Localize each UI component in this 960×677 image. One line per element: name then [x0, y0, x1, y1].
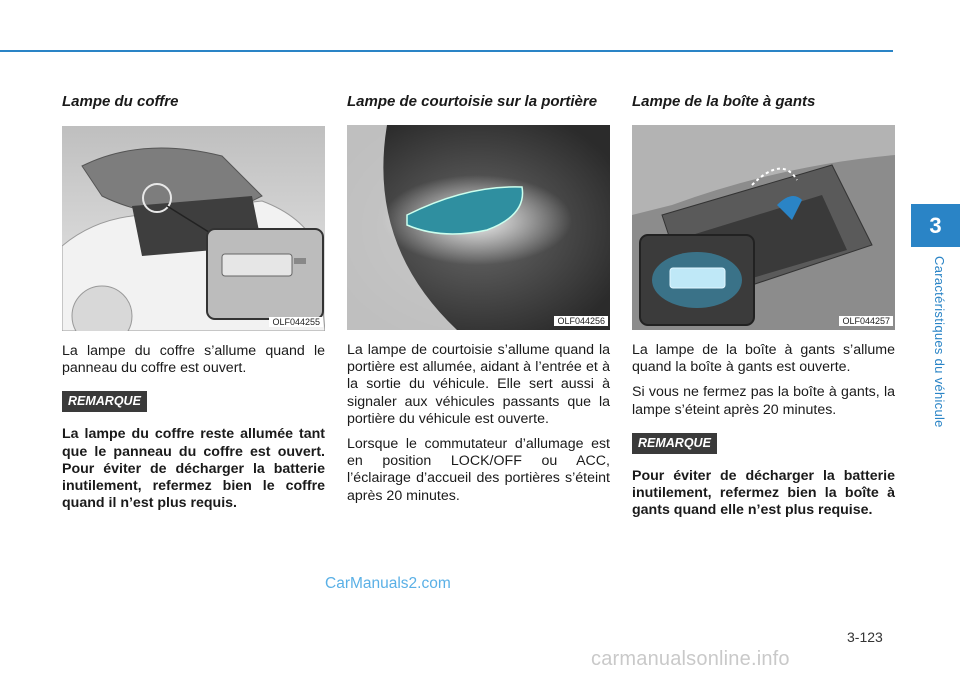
- note-badge: REMARQUE: [62, 391, 147, 412]
- paragraph: La lampe de courtoisie s’allume quand la portière est allumée, aidant à l’entrée et à la sortie du véhicule. Elle sert aussi à signaler aux véhicules passants que la portière du véhicule est ouverte.: [347, 342, 610, 427]
- section-heading: Lampe de courtoisie sur la portière: [347, 93, 598, 110]
- watermark-carmanualsonline[interactable]: carmanualsonline.info: [591, 648, 790, 670]
- paragraph: Lorsque le commutateur d’allumage est en position LOCK/OFF ou ACC, l’éclairage d’accueil des portières s’éteint après 20 minutes.: [347, 436, 610, 504]
- watermark-carmanuals2[interactable]: CarManuals2.com: [325, 575, 451, 592]
- section-heading: Lampe de la boîte à gants: [632, 93, 816, 110]
- paragraph: La lampe de la boîte à gants s’allume quand la boîte à gants est ouverte.: [632, 342, 895, 376]
- paragraph: Si vous ne fermez pas la boîte à gants, la lampe s’éteint après 20 minutes.: [632, 384, 895, 418]
- figure-code: OLF044256: [347, 316, 610, 328]
- figure-code: OLF044255: [62, 317, 325, 329]
- note-badge: REMARQUE: [632, 433, 717, 454]
- trunk-lamp-illustration: [62, 126, 325, 331]
- section-trunk-lamp: [62, 93, 325, 512]
- section-door-courtesy-lamp: [347, 93, 610, 505]
- page-number: 3-123: [847, 629, 883, 645]
- header-rule: [0, 50, 893, 52]
- chapter-title: Caractéristiques du véhicule: [932, 256, 947, 428]
- note-text: Pour éviter de décharger la batterie inutilement, refermez bien la boîte à gants quand elle n’est plus requise.: [632, 467, 895, 519]
- note-text: La lampe du coffre reste allumée tant que le panneau du coffre est ouvert. Pour éviter de décharger la batterie inutilement, refermez bien le coffre quand il n’est plus requis.: [62, 426, 325, 512]
- section-glovebox-lamp: [632, 93, 895, 519]
- section-heading: Lampe du coffre: [62, 93, 179, 110]
- chapter-number-tab: 3: [911, 204, 960, 247]
- paragraph: La lampe du coffre s’allume quand le panneau du coffre est ouvert.: [62, 343, 325, 377]
- figure-code: OLF044257: [632, 316, 895, 328]
- glovebox-lamp-illustration: [632, 125, 895, 330]
- door-lamp-illustration: [347, 125, 610, 330]
